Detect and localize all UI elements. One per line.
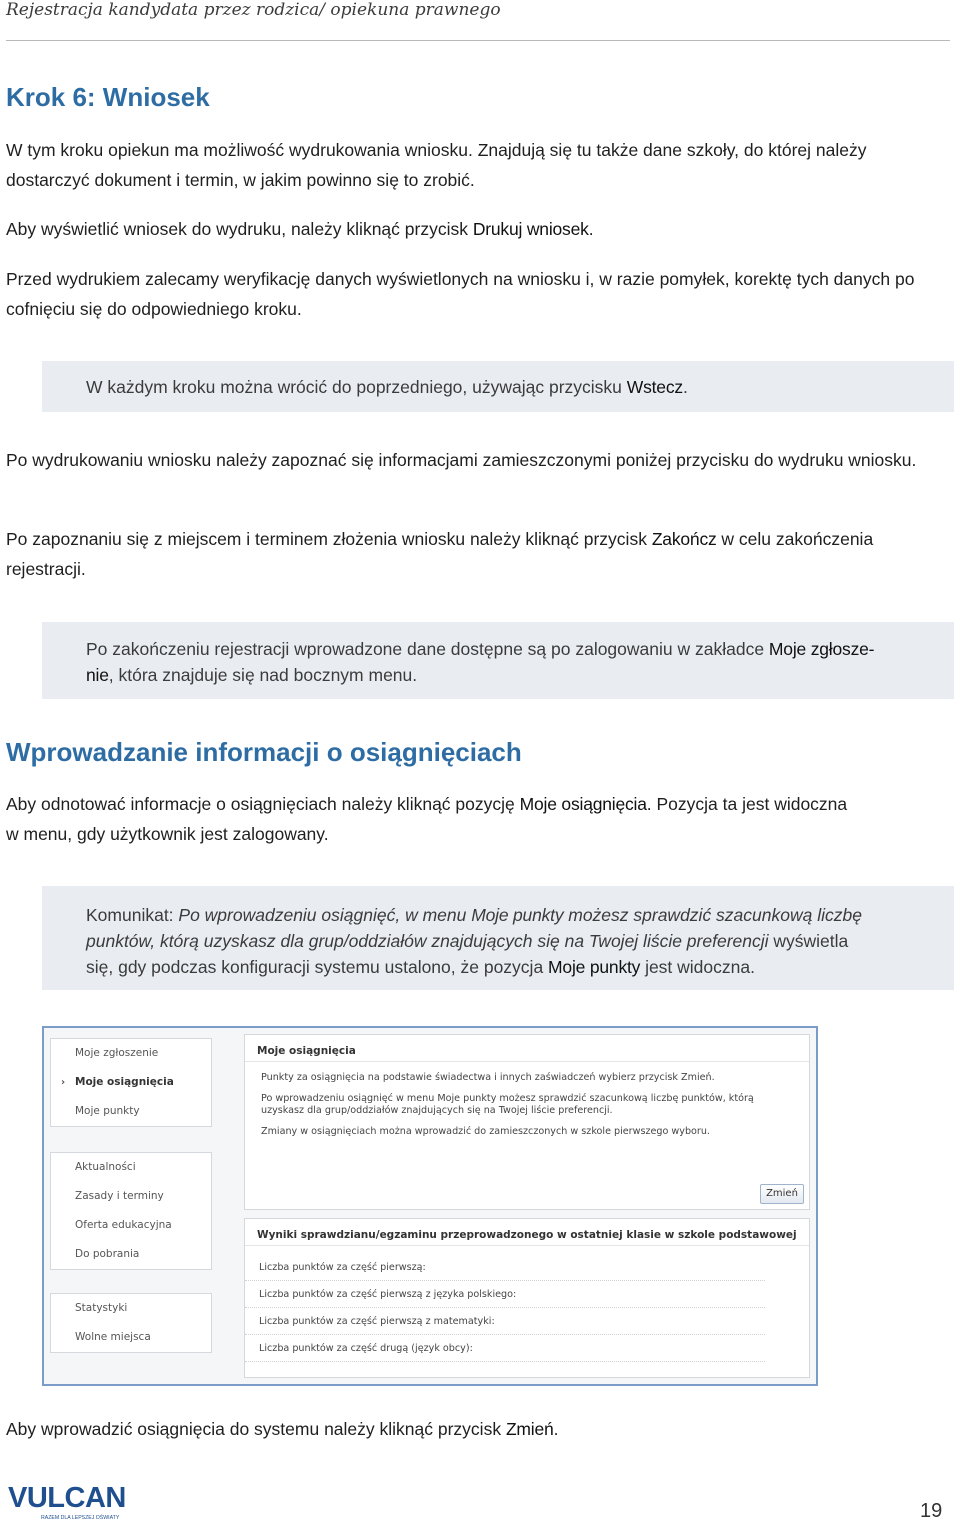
points-row: Liczba punktów za część pierwszą: [245,1254,765,1281]
text: Aby odnotować informacje o osiągnięciach należy kliknąć pozycję [6,794,520,814]
panel-text-line: Zmiany w osiągnięciach można wprowadzić do zamieszczonych w szkole pierwszego wyboru. [261,1125,710,1137]
menu-item-label: Moje osiągnięcia [75,1076,174,1088]
side-menu-stats [50,1293,212,1353]
text: . Pozycja ta jest widoczna [646,794,848,814]
tab-name-continued: nie [86,665,109,685]
text: Po zakończeniu rejestracji wprowadzone dane dostępne są po zalogowaniu w zakładce [86,639,769,659]
text: . [588,219,594,239]
note-label: Komunikat: [86,905,179,925]
menu-item-do-pobrania[interactable]: Do pobrania [75,1248,140,1260]
text: możesz sprawdzić szacunkową liczbę [563,905,862,925]
page-header-title: Rejestracja kandydata przez rodzica/ opiekuna prawnego [6,0,501,20]
text: Po zapoznaniu się z miejscem i terminem złożenia wniosku należy kliknąć przycisk [6,529,652,549]
page-number: 19 [920,1500,943,1522]
text: w menu, gdy użytkownik jest zalogowany. [6,824,329,844]
text: W każdym kroku można wrócić do poprzedniego, używając przycisku [86,377,627,397]
note-box-back [42,361,954,412]
points-row: Liczba punktów za część pierwszą z języka polskiego: [245,1281,765,1308]
side-menu-info [50,1152,212,1270]
menu-item-aktualnosci[interactable]: Aktualności [75,1161,136,1173]
text: . [682,377,688,397]
menu-name-moje-osiagniecia: Moje osiągnięcia [519,794,647,814]
text: Po wprowadzeniu osiągnięć, w menu [178,905,472,925]
note-box-points [42,886,954,990]
paragraph-step6-intro: W tym kroku opiekun ma możliwość wydrukowania wniosku. Znajdują się tu także dane szkoły, do której należy dostarczyć dokument i termin, w jakim powinno się to zrobić. [6,140,867,190]
note-line [86,662,910,688]
button-name-drukuj-wniosek: Drukuj wniosek [472,219,589,239]
menu-item-oferta[interactable]: Oferta edukacyjna [75,1219,172,1231]
points-row: Liczba punktów za część drugą (język obcy): [245,1335,765,1362]
embedded-screenshot [42,1026,818,1386]
text: . [553,1419,559,1439]
logo-tagline: RAZEM DLA LEPSZEJ OŚWIATY [41,1515,120,1521]
paragraph-verification: Przed wydrukiem zalecamy weryfikację danych wyświetlonych na wniosku i, w razie pomyłek, korektę tych danych po cofnięciu się do odpowiedniego kroku. [6,269,915,319]
panel-title: Wyniki sprawdzianu/egzaminu przeprowadzonego w ostatniej klasie w szkole podstawowej [245,1219,809,1246]
text: Aby wyświetlić wniosek do wydruku, należy kliknąć przycisk [6,219,473,239]
button-name-zmien: Zmień [505,1419,554,1439]
text: Aby wprowadzić osiągnięcia do systemu należy kliknąć przycisk [6,1419,506,1439]
note-box-my-application [42,622,954,699]
menu-item-moje-punkty[interactable]: Moje punkty [75,1105,140,1117]
panel-text-line: Punkty za osiągnięcia na podstawie świadectwa i innych zaświadczeń wybierz przycisk Zmień. [261,1072,715,1083]
paragraph-after-print: Po wydrukowaniu wniosku należy zapoznać się informacjami zamieszczonymi poniżej przycisku do wydruku wniosku. [6,450,917,470]
text: jest widoczna. [640,957,755,977]
paragraph-print-instruction [6,214,950,244]
panel-wyniki [244,1218,810,1378]
menu-item-statystyki[interactable]: Statystyki [75,1302,128,1314]
panel-text-line: Po wprowadzeniu osiągnięć w menu Moje punkty możesz sprawdzić szacunkową liczbę punktów, którą [261,1092,754,1104]
note-line [86,902,910,928]
logo-wordmark: VULCAN [8,1482,126,1514]
paragraph-finish [6,524,950,584]
paragraph-zmien-instruction [6,1414,950,1444]
text: w celu zakończenia rejestracji. [6,529,874,579]
note-line [86,954,910,980]
note-text [86,374,910,400]
section-heading-step6: Krok 6: Wniosek [6,82,210,112]
panel-moje-osiagniecia [244,1034,810,1210]
tab-name-moje-zgloszenie: Moje zgłosze- [768,639,875,659]
text: wyświetla [768,931,849,951]
paragraph-achievements-intro [6,789,950,849]
chevron-right-icon: › [61,1077,66,1088]
header-divider [6,40,950,41]
points-list [245,1246,809,1362]
menu-item-moje-osiagniecia[interactable] [51,1068,211,1097]
text: się, gdy podczas konfiguracji systemu ustalono, że pozycja [86,957,549,977]
panel-text-line: uzyskasz dla grup/oddziałów znajdujących się na Twojej liście preferencji. [261,1105,613,1116]
panel-title: Moje osiągnięcia [245,1035,809,1062]
note-line [86,928,910,954]
menu-item-moje-zgloszenie[interactable]: Moje zgłoszenie [75,1047,159,1059]
zmien-button[interactable]: Zmień [760,1184,804,1204]
section-heading-achievements: Wprowadzanie informacji o osiągnięciach [6,737,522,767]
text: punktów, którą uzyskasz dla grup/oddziałów znajdujących się na Twojej liście preferencji [86,931,769,951]
side-menu-user [50,1038,212,1127]
menu-name-moje-punkty: Moje punkty [471,905,564,925]
button-name-zakoncz: Zakończ [651,529,717,549]
points-row: Liczba punktów za część pierwszą z matematyki: [245,1308,765,1335]
menu-item-wolne-miejsca[interactable]: Wolne miejsca [75,1331,151,1343]
vulcan-logo [8,1479,132,1521]
text: , która znajduje się nad bocznym menu. [108,665,418,685]
menu-name-moje-punkty: Moje punkty [548,957,641,977]
button-name-wstecz: Wstecz [626,377,683,397]
note-line [86,636,910,662]
menu-item-zasady[interactable]: Zasady i terminy [75,1190,164,1202]
